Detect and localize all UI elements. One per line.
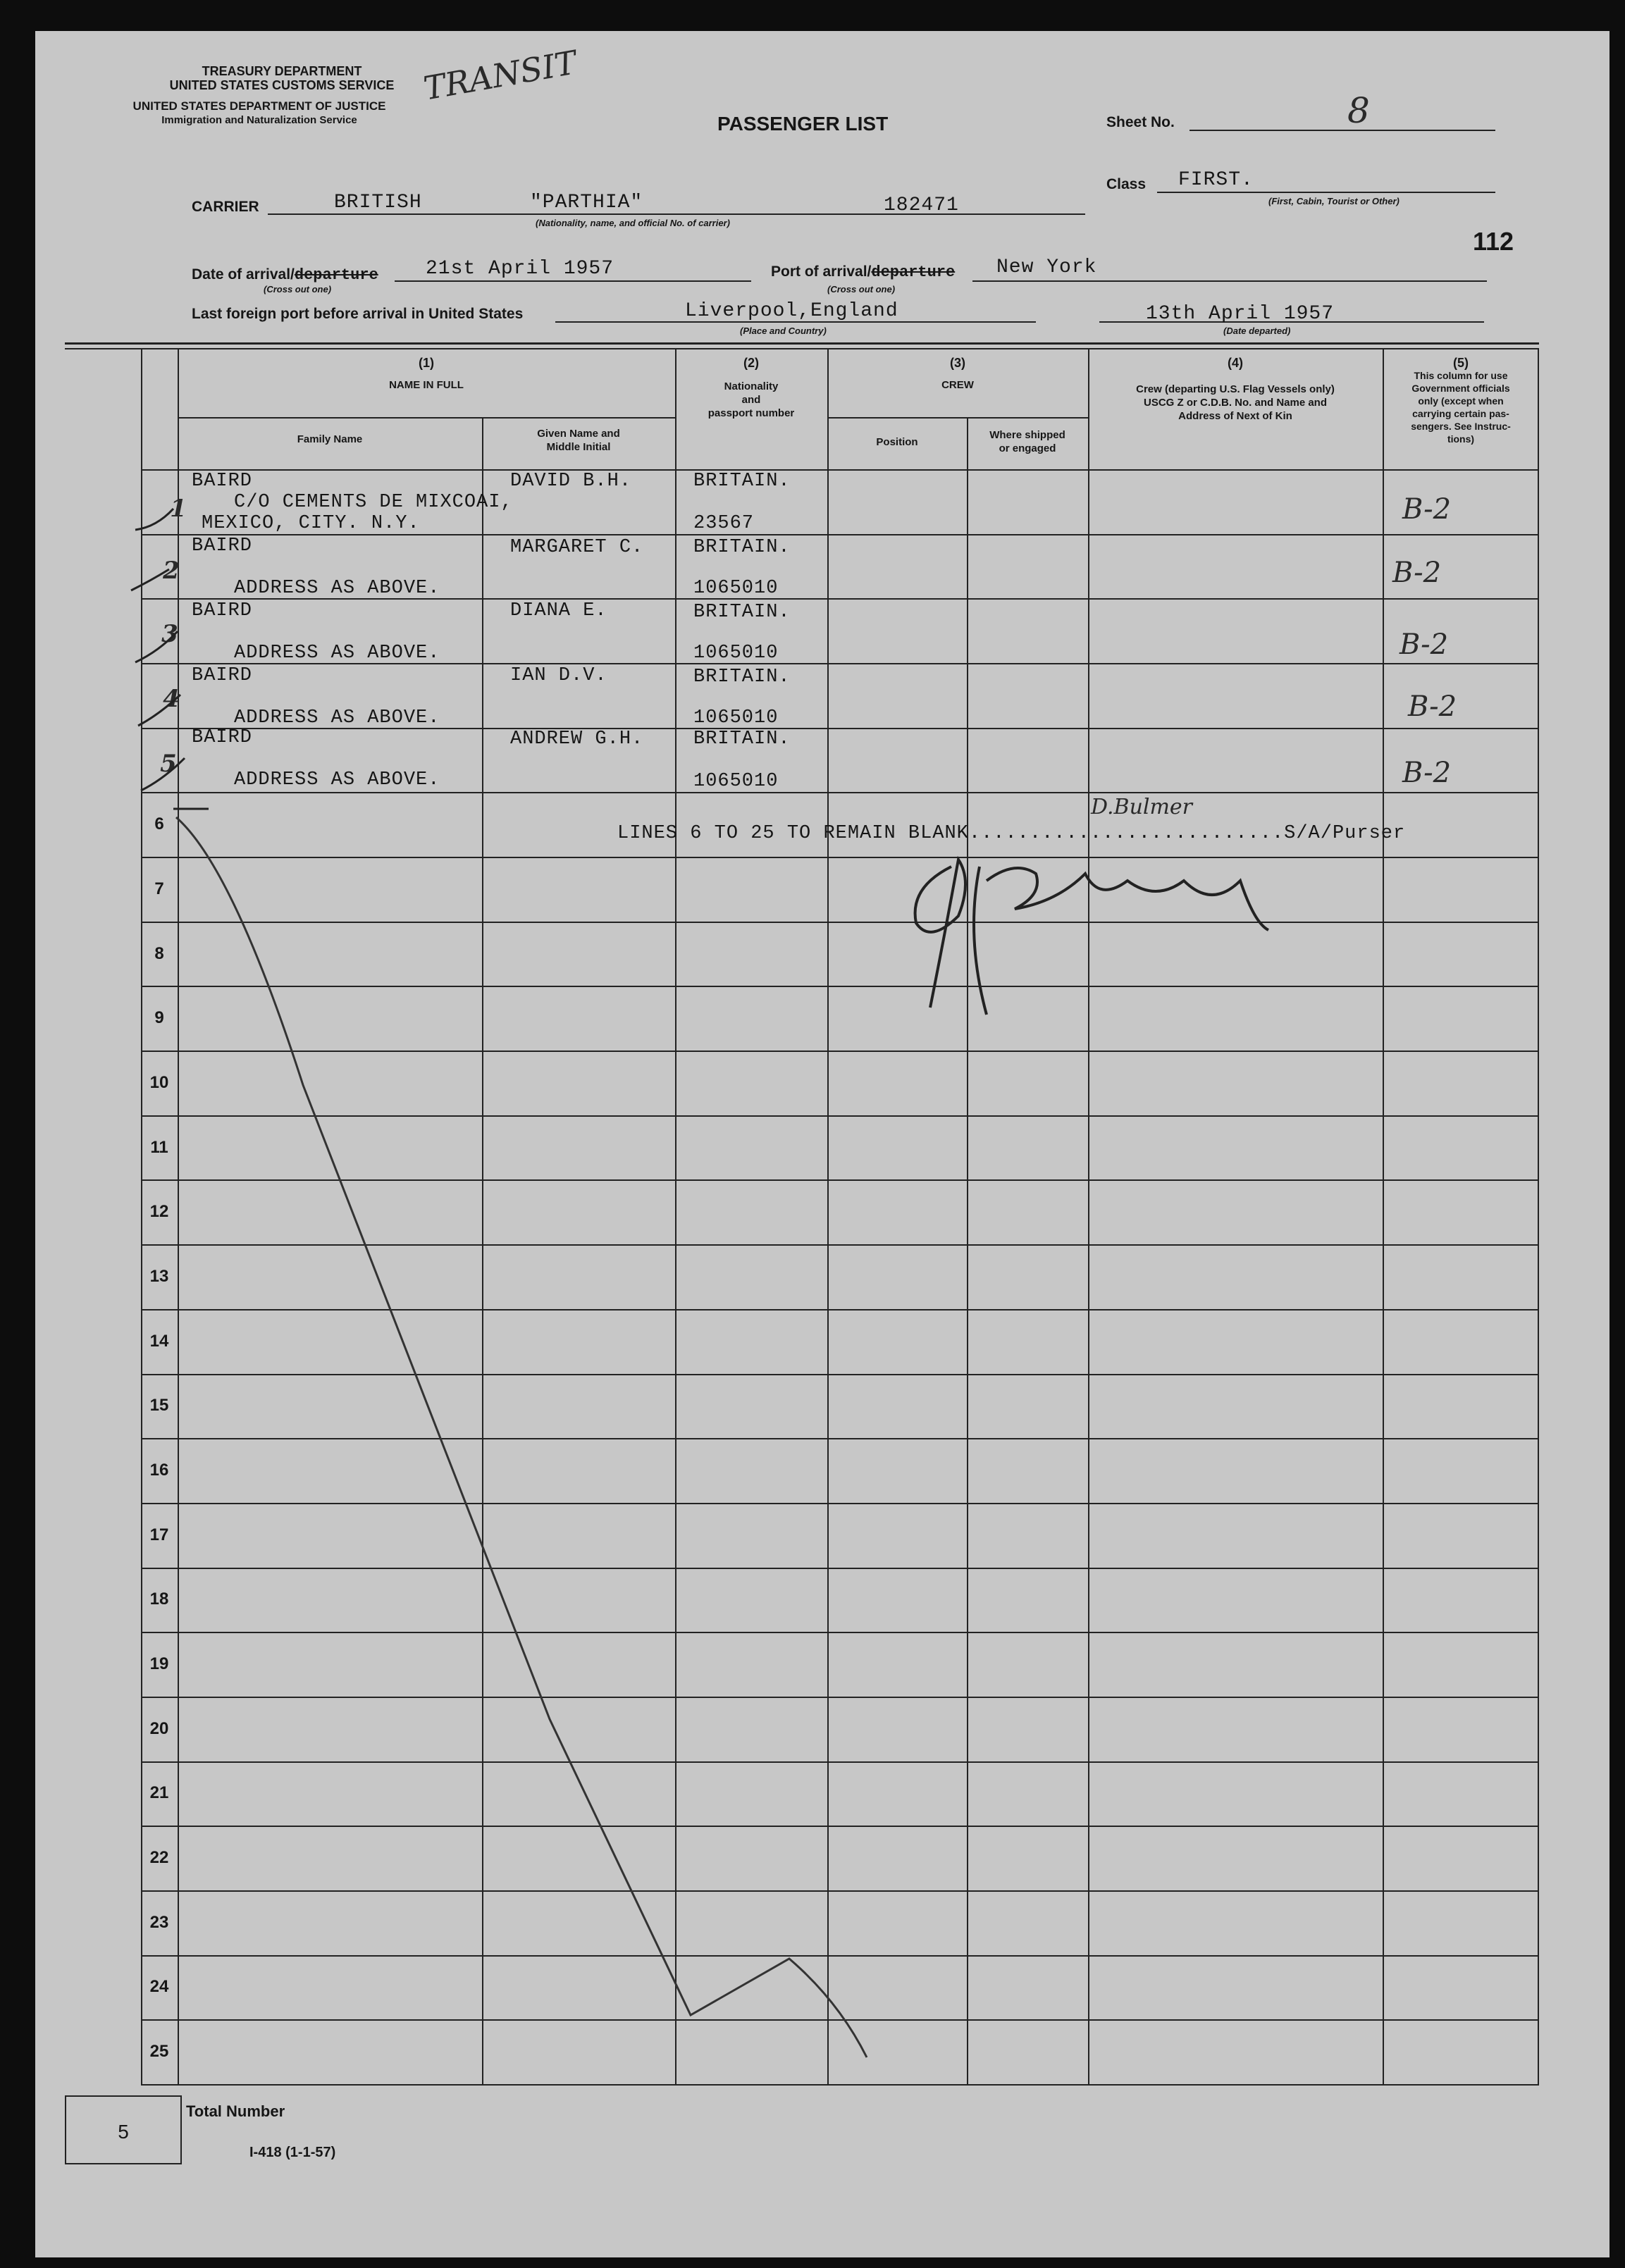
col4-line: USCG Z or C.D.B. No. and Name and: [1143, 397, 1328, 409]
row-number: 16: [149, 1461, 169, 1480]
row-number: 24: [149, 1977, 169, 1996]
col5-line: Government officials: [1411, 383, 1510, 394]
officer-signature: [915, 860, 1268, 1015]
row-number: 9: [154, 1008, 164, 1027]
col1-number: (1): [419, 356, 434, 370]
visa-code: B-2: [1392, 557, 1442, 589]
row-number: 3: [161, 620, 178, 648]
nationality: BRITAIN.: [693, 537, 791, 558]
given-name: DAVID B.H.: [510, 471, 632, 492]
purser-signature: D.Bulmer: [1091, 795, 1193, 819]
arrival-caption: (Cross out one): [264, 284, 332, 295]
col1a-header: Family Name: [297, 433, 363, 445]
carrier-number: 182471: [884, 194, 959, 216]
family-name: BAIRD: [192, 665, 253, 686]
family-name: BAIRD: [192, 471, 253, 492]
class-caption: (First, Cabin, Tourist or Other): [1268, 196, 1400, 206]
row-number: 18: [149, 1590, 169, 1609]
address-line: ADDRESS AS ABOVE.: [234, 707, 440, 729]
col5-number: (5): [1453, 356, 1469, 370]
port-struck: departure: [871, 264, 956, 281]
class-label: Class: [1106, 176, 1147, 192]
total-label: Total Number: [186, 2102, 285, 2120]
given-name: DIANA E.: [510, 600, 607, 621]
row-tick-marks: [131, 509, 209, 809]
row-number: 8: [154, 944, 164, 963]
row-number: 19: [149, 1654, 169, 1673]
col5-line: carrying certain pas-: [1412, 408, 1509, 419]
form-number: I-418 (1-1-57): [249, 2145, 336, 2160]
carrier-name: "PARTHIA": [530, 192, 643, 213]
col5-line: sengers. See Instruc-: [1411, 421, 1511, 432]
given-name: MARGARET C.: [510, 537, 644, 558]
col2-line: Nationality: [724, 380, 779, 392]
col5-line: This column for use: [1414, 370, 1508, 381]
port-caption: (Cross out one): [827, 284, 896, 295]
total-value: 5: [118, 2121, 129, 2143]
col3b-line: or engaged: [999, 442, 1056, 454]
passport-number: 1065010: [693, 707, 779, 729]
address-line: ADDRESS AS ABOVE.: [234, 578, 440, 599]
carrier-caption: (Nationality, name, and official No. of carrier): [536, 218, 730, 228]
col4-number: (4): [1228, 356, 1243, 370]
arrival-struck: departure: [294, 266, 378, 284]
row-number: 20: [149, 1719, 169, 1738]
row-number: 13: [149, 1267, 169, 1286]
visa-code: B-2: [1402, 757, 1452, 789]
nationality: BRITAIN.: [693, 602, 791, 623]
blank-lines-note: LINES 6 TO 25 TO REMAIN BLANK..........................S/A/Purser: [617, 823, 1406, 844]
transit-stamp: TRANSIT: [420, 43, 580, 108]
col1-title: NAME IN FULL: [389, 379, 464, 391]
col3a-header: Position: [876, 436, 918, 448]
passport-number: 1065010: [693, 771, 779, 792]
row-number: 17: [149, 1525, 169, 1544]
col2-line: and: [741, 394, 761, 406]
col2-number: (2): [743, 356, 759, 370]
visa-code: B-2: [1400, 628, 1449, 661]
row-number: 7: [154, 879, 164, 898]
agency-line: UNITED STATES CUSTOMS SERVICE: [169, 78, 395, 92]
row-number: 5: [160, 750, 177, 778]
col4-line: Address of Next of Kin: [1178, 410, 1292, 422]
departed-caption: (Date departed): [1223, 326, 1291, 336]
row-number: 21: [149, 1783, 169, 1802]
row-number: 2: [163, 557, 180, 585]
class-value: FIRST.: [1178, 169, 1254, 191]
family-name: BAIRD: [192, 727, 253, 748]
row-number: 6: [154, 814, 164, 834]
lastport-value: Liverpool,England: [685, 300, 898, 322]
passport-number: 1065010: [693, 643, 779, 664]
col5-line: only (except when: [1418, 395, 1504, 407]
carrier-label: CARRIER: [192, 199, 259, 215]
cancel-diagonal-line: [176, 817, 867, 2057]
address-line: ADDRESS AS ABOVE.: [234, 643, 440, 664]
row-number: 10: [149, 1073, 169, 1092]
lastport-label: Last foreign port before arrival in United States: [192, 306, 524, 322]
col1b-line: Middle Initial: [546, 441, 611, 453]
col3b-line: Where shipped: [989, 429, 1065, 441]
col2-line: passport number: [708, 407, 795, 419]
col3-number: (3): [950, 356, 965, 370]
row-number: 1: [170, 495, 187, 523]
agency-line: Immigration and Naturalization Service: [161, 114, 357, 126]
row-number: 25: [149, 2042, 169, 2061]
arrival-value: 21st April 1957: [426, 258, 614, 280]
address-line: C/O CEMENTS DE MIXCOAI,: [234, 492, 513, 513]
address-line: MEXICO, CITY. N.Y.: [202, 513, 420, 534]
port-value: New York: [996, 256, 1097, 278]
visa-code: B-2: [1408, 690, 1457, 723]
sheet-value: 8: [1347, 90, 1370, 131]
row-number: 23: [149, 1913, 169, 1932]
port-label-text: Port of arrival/: [771, 264, 872, 280]
family-name: BAIRD: [192, 535, 253, 557]
carrier-nationality: BRITISH: [334, 192, 422, 213]
lastport-caption: (Place and Country): [740, 326, 827, 336]
row-number: 14: [149, 1332, 169, 1351]
nationality: BRITAIN.: [693, 667, 791, 688]
row-number: 22: [149, 1848, 169, 1867]
nationality: BRITAIN.: [693, 471, 791, 492]
nationality: BRITAIN.: [693, 729, 791, 750]
agency-line: TREASURY DEPARTMENT: [202, 64, 362, 78]
row-number: 4: [163, 685, 180, 713]
page-number: 112: [1473, 227, 1514, 256]
departed-value: 13th April 1957: [1146, 303, 1335, 325]
arrival-label-text: Date of arrival/: [192, 266, 295, 283]
visa-code: B-2: [1402, 493, 1452, 526]
sheet-label: Sheet No.: [1106, 114, 1175, 130]
family-name: BAIRD: [192, 600, 253, 621]
row-number: 15: [149, 1396, 169, 1415]
col3-title: CREW: [941, 379, 974, 391]
row-number: 11: [150, 1138, 168, 1157]
col5-line: tions): [1447, 433, 1475, 445]
address-line: ADDRESS AS ABOVE.: [234, 769, 440, 791]
row-number: 12: [149, 1202, 169, 1221]
passport-number: 1065010: [693, 578, 779, 599]
passport-number: 23567: [693, 513, 755, 534]
page-title: PASSENGER LIST: [717, 113, 889, 135]
col4-line: Crew (departing U.S. Flag Vessels only): [1136, 383, 1335, 395]
agency-line: UNITED STATES DEPARTMENT OF JUSTICE: [132, 99, 386, 113]
col1b-line: Given Name and: [537, 428, 620, 440]
given-name: IAN D.V.: [510, 665, 607, 686]
given-name: ANDREW G.H.: [510, 729, 644, 750]
